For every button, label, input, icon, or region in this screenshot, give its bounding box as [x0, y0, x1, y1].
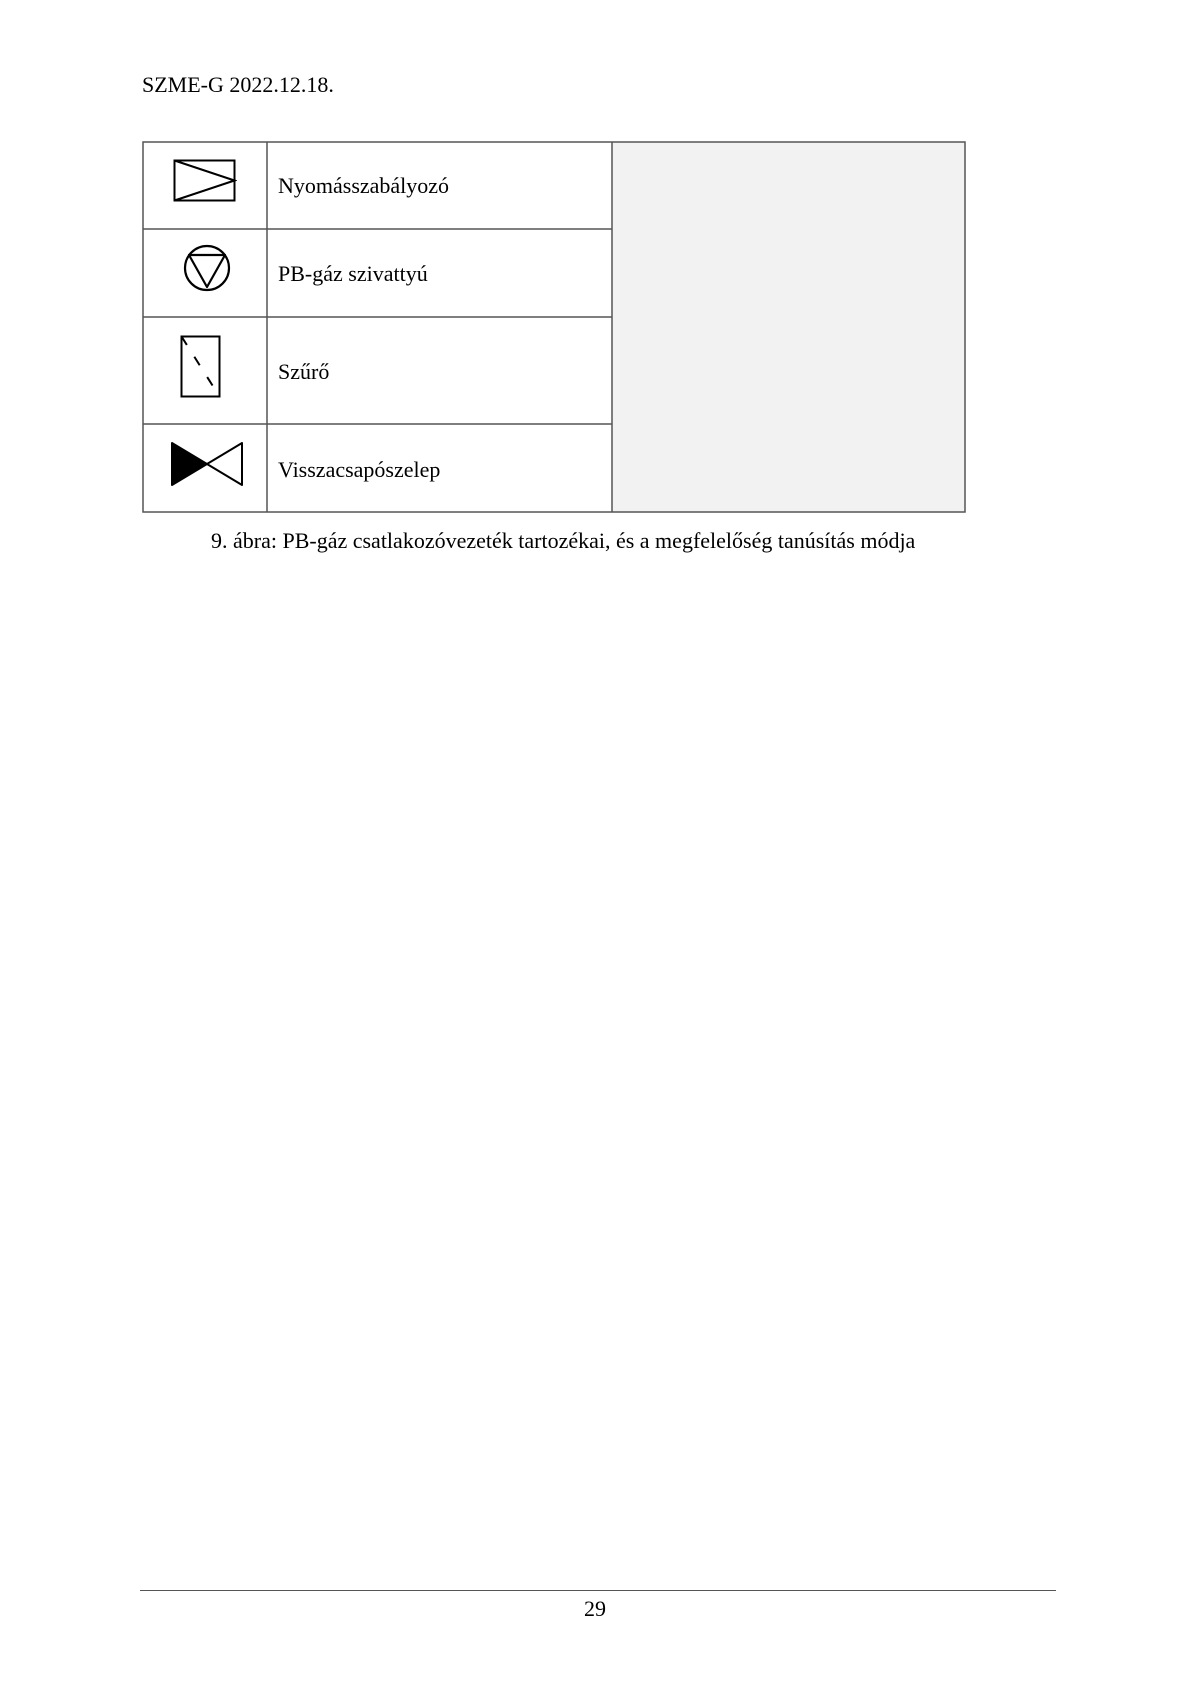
pressure-regulator-icon [173, 159, 237, 203]
row-label-pressure-regulator: Nyomásszabályozó [278, 173, 450, 198]
row-label-filter: Szűrő [278, 359, 330, 384]
page-header: SZME-G 2022.12.18. [142, 72, 334, 97]
filter-icon [180, 335, 222, 399]
table-grid [142, 141, 966, 513]
side-panel [612, 142, 965, 512]
footer-divider [140, 1590, 1056, 1591]
row-label-check-valve: Visszacsapószelep [278, 457, 441, 482]
check-valve-icon [170, 441, 244, 487]
lpg-pump-icon [182, 243, 232, 293]
symbol-table [142, 141, 966, 513]
row-label-lpg-pump: PB-gáz szivattyú [278, 261, 428, 286]
page-number: 29 [584, 1596, 606, 1621]
figure-caption: 9. ábra: PB-gáz csatlakozóvezeték tartozékai, és a megfelelőség tanúsítás módja [211, 528, 916, 553]
